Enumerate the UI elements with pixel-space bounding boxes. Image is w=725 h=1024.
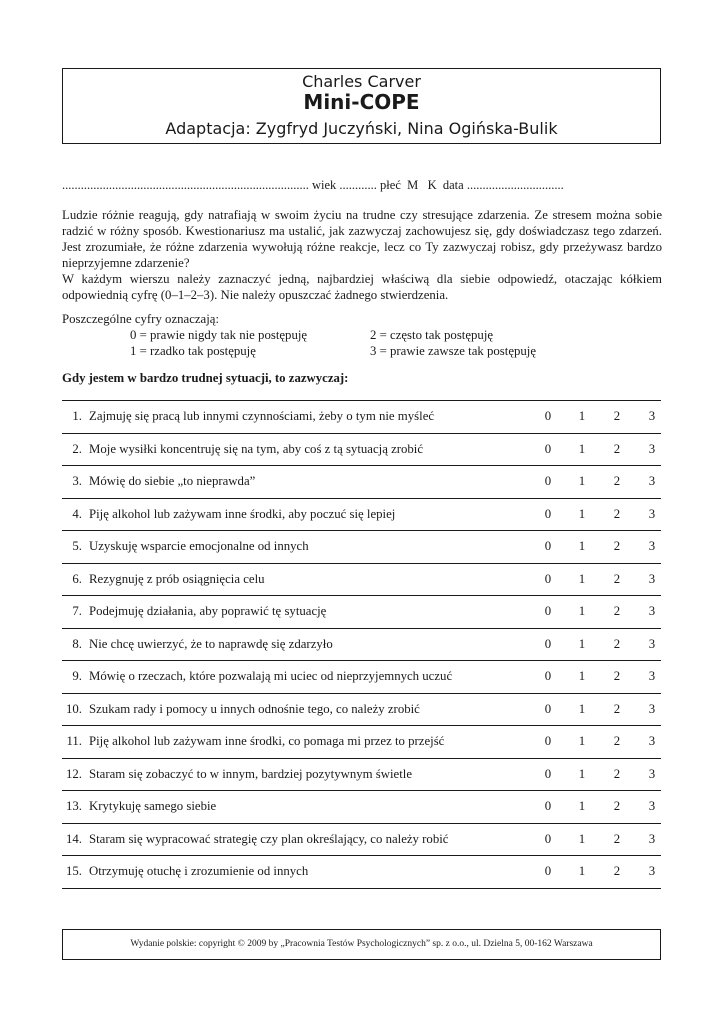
item-row (62, 661, 661, 694)
item-number: 12. (66, 766, 82, 781)
item-number: 10. (66, 701, 82, 716)
answer-option-2[interactable]: 2 (613, 701, 621, 716)
answer-option-3[interactable]: 3 (648, 409, 656, 423)
answer-option-3[interactable]: 3 (648, 441, 656, 456)
answer-option-3[interactable]: 3 (648, 831, 656, 846)
item-number: 14. (66, 831, 82, 846)
answer-option-3[interactable]: 3 (648, 604, 656, 618)
answer-option-0[interactable]: 0 (544, 409, 552, 423)
answer-option-1[interactable]: 1 (578, 831, 586, 846)
intro-paragraph-1: Ludzie różnie reagują, gdy natrafiają w swoim życiu na trudne czy stresujące zdarzenia. Ze stresem można sobie radzić w różny sposób. Kwestionariusz ma ustalić, jak zazwyczaj zachowujesz się, gdy doświadczasz tego zdarzeń. Jest zrozumiałe, że różne zdarzenia wywołują różne reakcje, lecz co Ty zazwyczaj robisz, gdy przeżywasz bardzo nieprzyjemne zdarzenie? (62, 208, 662, 270)
item-number: 2. (72, 441, 82, 456)
answer-option-3[interactable]: 3 (648, 539, 656, 553)
answer-option-1[interactable]: 1 (578, 636, 586, 651)
answer-option-0[interactable]: 0 (544, 734, 552, 748)
item-row (62, 629, 661, 662)
answer-option-1[interactable]: 1 (578, 799, 586, 813)
item-text: Staram się zobaczyć to w innym, bardziej pozytywnym świetle (89, 766, 413, 781)
legend-2: 2 = często tak postępuję (370, 328, 494, 342)
answer-option-1[interactable]: 1 (578, 571, 586, 586)
item-text: Uzyskuję wsparcie emocjonalne od innych (89, 539, 309, 553)
item-row (62, 434, 661, 467)
answer-option-3[interactable]: 3 (648, 506, 656, 521)
respondent-info-line: ............................................................................... wiek ............ płeć M K data ............................... (62, 178, 564, 192)
item-number: 13. (66, 799, 82, 813)
item-text: Staram się wypracować strategię czy plan określający, co należy robić (89, 831, 449, 846)
answer-option-1[interactable]: 1 (578, 766, 586, 781)
answer-option-2[interactable]: 2 (613, 571, 621, 586)
answer-option-1[interactable]: 1 (578, 669, 586, 683)
answer-option-3[interactable]: 3 (648, 636, 656, 651)
answer-option-3[interactable]: 3 (648, 864, 656, 878)
answer-option-2[interactable]: 2 (613, 441, 621, 456)
item-row (62, 726, 661, 759)
answer-option-0[interactable]: 0 (544, 441, 552, 456)
item-text: Mówię o rzeczach, które pozwalają mi uciec od nieprzyjemnych uczuć (89, 669, 453, 683)
item-number: 11. (66, 734, 82, 748)
item-text: Szukam rady i pomocy u innych odnośnie tego, co należy zrobić (89, 701, 420, 716)
answer-option-2[interactable]: 2 (613, 474, 621, 488)
legend-0: 0 = prawie nigdy tak nie postępuję (130, 328, 308, 342)
item-number: 9. (72, 669, 82, 683)
answer-option-2[interactable]: 2 (613, 539, 621, 553)
answer-option-0[interactable]: 0 (544, 701, 552, 716)
answer-option-0[interactable]: 0 (544, 669, 552, 683)
item-text: Krytykuję samego siebie (89, 799, 217, 813)
answer-option-2[interactable]: 2 (613, 864, 621, 878)
item-text: Rezygnuję z prób osiągnięcia celu (89, 571, 265, 586)
item-text: Nie chcę uwierzyć, że to naprawdę się zdarzyło (89, 636, 333, 651)
item-row (62, 824, 661, 857)
item-row (62, 531, 661, 564)
answer-option-3[interactable]: 3 (648, 571, 656, 586)
item-text: Piję alkohol lub zażywam inne środki, aby poczuć się lepiej (89, 506, 396, 521)
answer-option-0[interactable]: 0 (544, 474, 552, 488)
answer-option-0[interactable]: 0 (544, 799, 552, 813)
legend-3: 3 = prawie zawsze tak postępuję (370, 344, 537, 358)
answer-option-3[interactable]: 3 (648, 474, 656, 488)
answer-option-3[interactable]: 3 (648, 734, 656, 748)
answer-option-3[interactable]: 3 (648, 799, 656, 813)
answer-option-2[interactable]: 2 (613, 669, 621, 683)
answer-option-2[interactable]: 2 (613, 799, 621, 813)
item-number: 5. (72, 539, 82, 553)
answer-option-3[interactable]: 3 (648, 701, 656, 716)
item-row (62, 596, 661, 629)
legend-1: 1 = rzadko tak postępuję (130, 344, 256, 358)
answer-option-0[interactable]: 0 (544, 539, 552, 553)
item-number: 6. (72, 571, 82, 586)
item-row (62, 499, 661, 532)
item-number: 1. (72, 409, 82, 423)
item-text: Moje wysiłki koncentruję się na tym, aby coś z tą sytuacją zrobić (89, 441, 424, 456)
item-number: 4. (72, 506, 82, 521)
adaptation-credit: Adaptacja: Zygfryd Juczyński, Nina Ogińska-Bulik (165, 119, 558, 138)
answer-option-1[interactable]: 1 (578, 441, 586, 456)
answer-option-1[interactable]: 1 (578, 734, 586, 748)
answer-option-2[interactable]: 2 (613, 734, 621, 748)
item-row (62, 856, 661, 889)
item-number: 7. (72, 604, 82, 618)
item-row (62, 401, 661, 434)
legend-title: Poszczególne cyfry oznaczają: (62, 312, 220, 326)
item-number: 8. (72, 636, 82, 651)
answer-option-0[interactable]: 0 (544, 766, 552, 781)
item-text: Piję alkohol lub zażywam inne środki, co pomaga mi przez to przejść (89, 734, 445, 748)
answer-option-2[interactable]: 2 (613, 831, 621, 846)
answer-option-0[interactable]: 0 (544, 831, 552, 846)
item-row (62, 694, 661, 727)
author: Charles Carver (302, 72, 421, 91)
item-text: Mówię do siebie „to nieprawda” (89, 474, 256, 488)
answer-option-0[interactable]: 0 (544, 506, 552, 521)
answer-option-1[interactable]: 1 (578, 409, 586, 423)
answer-option-0[interactable]: 0 (544, 571, 552, 586)
scale-legend (62, 311, 537, 359)
answer-option-3[interactable]: 3 (648, 766, 656, 781)
item-text: Otrzymuję otuchę i zrozumienie od innych (89, 864, 309, 878)
answer-option-2[interactable]: 2 (613, 766, 621, 781)
item-row (62, 564, 661, 597)
answer-option-1[interactable]: 1 (578, 539, 586, 553)
answer-option-2[interactable]: 2 (613, 604, 621, 618)
introduction (62, 207, 662, 303)
answer-option-1[interactable]: 1 (578, 506, 586, 521)
item-row (62, 791, 661, 824)
answer-option-0[interactable]: 0 (544, 604, 552, 618)
item-row (62, 466, 661, 499)
header-box (62, 68, 661, 144)
item-text: Zajmuję się pracą lub innymi czynnościami, żeby o tym nie myśleć (89, 409, 435, 423)
intro-paragraph-2: W każdym wierszu należy zaznaczyć jedną, najbardziej właściwą dla siebie odpowiedź, otaczając kółkiem odpowiednią cyfrę (0–1–2–3). Nie należy opuszczać żadnego stwierdzenia. (62, 272, 662, 302)
item-number: 15. (66, 864, 82, 878)
page-title: Mini-COPE (303, 90, 420, 114)
answer-option-1[interactable]: 1 (578, 864, 586, 878)
copyright-footer: Wydanie polskie: copyright © 2009 by „Pracownia Testów Psychologicznych” sp. z o.o., ul. Dzielna 5, 00-162 Warszawa (62, 929, 661, 960)
answer-option-2[interactable]: 2 (613, 636, 621, 651)
item-text: Podejmuję działania, aby poprawić tę sytuację (89, 604, 327, 618)
answer-option-0[interactable]: 0 (544, 864, 552, 878)
answer-option-1[interactable]: 1 (578, 474, 586, 488)
answer-option-0[interactable]: 0 (544, 636, 552, 651)
answer-option-1[interactable]: 1 (578, 701, 586, 716)
item-number: 3. (72, 474, 82, 488)
answer-option-2[interactable]: 2 (613, 506, 621, 521)
answer-option-1[interactable]: 1 (578, 604, 586, 618)
items-table (62, 400, 661, 889)
answer-option-2[interactable]: 2 (613, 409, 621, 423)
instruction: Gdy jestem w bardzo trudnej sytuacji, to zazwyczaj: (62, 371, 349, 385)
answer-option-3[interactable]: 3 (648, 669, 656, 683)
item-row (62, 759, 661, 792)
